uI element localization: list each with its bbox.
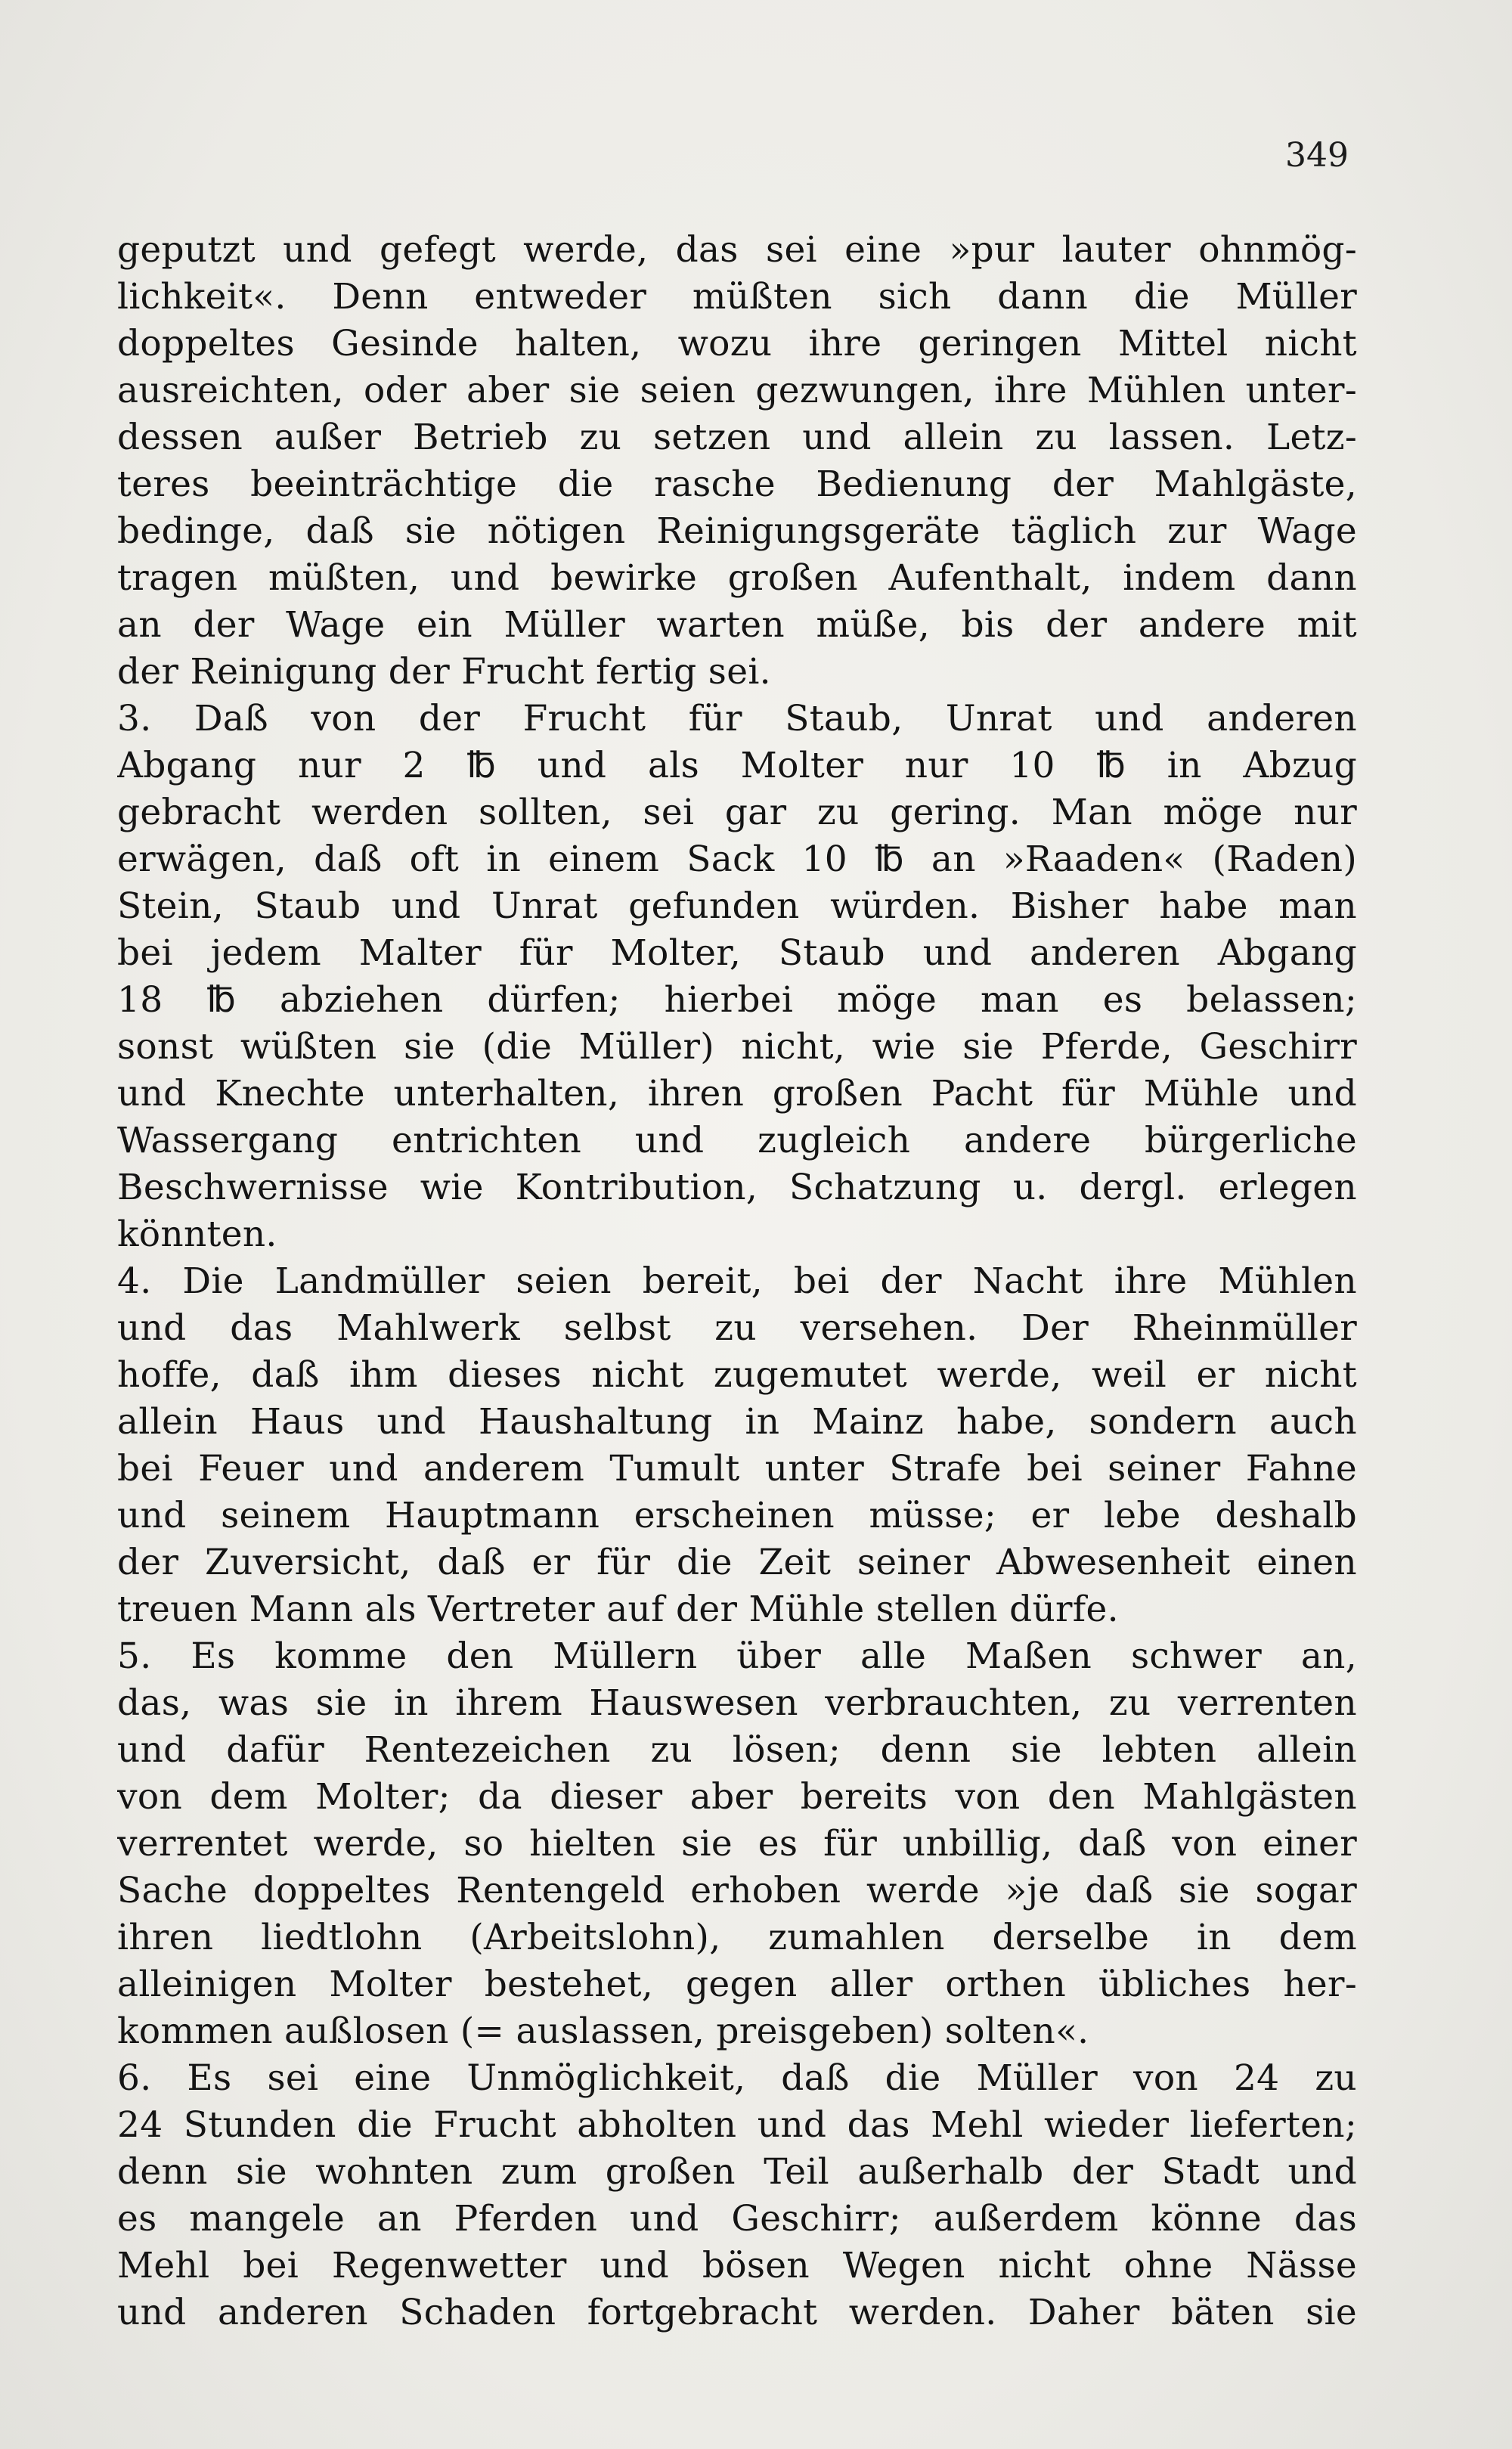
text-line: es mangele an Pferden und Geschirr; außerdem könne das — [117, 2198, 1357, 2240]
text-line: alleinigen Molter bestehet, gegen aller orthen übliches her- — [117, 1964, 1357, 2005]
text-line: Mehl bei Regenwetter und bösen Wegen nicht ohne Nässe — [117, 2245, 1357, 2286]
text-line: der Zuversicht, daß er für die Zeit seiner Abwesenheit einen — [117, 1542, 1357, 1583]
text-line: bei jedem Malter für Molter, Staub und anderen Abgang — [117, 932, 1357, 974]
text-line: und seinem Hauptmann erscheinen müsse; er lebe deshalb — [117, 1495, 1357, 1536]
text-line: geputzt und gefegt werde, das sei eine »pur lauter ohnmög- — [117, 229, 1357, 271]
text-line: an der Wage ein Müller warten müße, bis der andere mit — [117, 604, 1357, 646]
text-line: gebracht werden sollten, sei gar zu gering. Man möge nur — [117, 792, 1357, 833]
text-line: tragen müßten, und bewirke großen Aufenthalt, indem dann — [117, 557, 1357, 599]
text-line: und Knechte unterhalten, ihren großen Pacht für Mühle und — [117, 1073, 1357, 1114]
text-line: und dafür Rentezeichen zu lösen; denn sie lebten allein — [117, 1729, 1357, 1771]
text-line: hoffe, daß ihm dieses nicht zugemutet werde, weil er nicht — [117, 1354, 1357, 1396]
text-line: bedinge, daß sie nötigen Reinigungsgeräte täglich zur Wage — [117, 510, 1357, 552]
text-line: 5. Es komme den Müllern über alle Maßen schwer an, — [117, 1635, 1357, 1677]
text-line: und das Mahlwerk selbst zu versehen. Der Rheinmüller — [117, 1307, 1357, 1349]
text-line: lichkeit«. Denn entweder müßten sich dann die Müller — [117, 276, 1357, 318]
text-line: allein Haus und Haushaltung in Mainz habe, sondern auch — [117, 1401, 1357, 1443]
text-line: und anderen Schaden fortgebracht werden. Daher bäten sie — [117, 2292, 1357, 2333]
text-line: dessen außer Betrieb zu setzen und allein zu lassen. Letz- — [117, 417, 1357, 458]
text-line: 18 ℔ abziehen dürfen; hierbei möge man es belassen; — [117, 979, 1357, 1021]
text-line: Beschwernisse wie Kontribution, Schatzung u. dergl. erlegen — [117, 1167, 1357, 1208]
text-line: könnten. — [117, 1214, 277, 1255]
text-line: Abgang nur 2 ℔ und als Molter nur 10 ℔ in Abzug — [117, 745, 1357, 786]
text-line: Stein, Staub und Unrat gefunden würden. Bisher habe man — [117, 885, 1357, 927]
text-line: verrentet werde, so hielten sie es für unbillig, daß von einer — [117, 1823, 1357, 1865]
text-line: der Reinigung der Frucht fertig sei. — [117, 651, 771, 693]
text-line: treuen Mann als Vertreter auf der Mühle stellen dürfe. — [117, 1589, 1119, 1630]
text-line: 4. Die Landmüller seien bereit, bei der Nacht ihre Mühlen — [117, 1260, 1357, 1302]
text-line: von dem Molter; da dieser aber bereits von den Mahlgästen — [117, 1776, 1357, 1818]
text-line: doppeltes Gesinde halten, wozu ihre geringen Mittel nicht — [117, 323, 1357, 364]
body-text — [117, 227, 1357, 2336]
text-line: das, was sie in ihrem Hauswesen verbrauchten, zu verrenten — [117, 1682, 1357, 1724]
text-line: ihren liedtlohn (Arbeitslohn), zumahlen derselbe in dem — [117, 1917, 1357, 1958]
text-line: kommen außlosen (= auslassen, preisgeben) solten«. — [117, 2010, 1089, 2052]
text-line: teres beeinträchtige die rasche Bedienung der Mahlgäste, — [117, 463, 1357, 505]
text-line: Sache doppeltes Rentengeld erhoben werde »je daß sie sogar — [117, 1870, 1357, 1911]
text-line: denn sie wohnten zum großen Teil außerhalb der Stadt und — [117, 2151, 1357, 2193]
text-line: sonst wüßten sie (die Müller) nicht, wie sie Pferde, Geschirr — [117, 1026, 1357, 1068]
text-line: 24 Stunden die Frucht abholten und das Mehl wieder lieferten; — [117, 2104, 1357, 2146]
text-line: 6. Es sei eine Unmöglichkeit, daß die Müller von 24 zu — [117, 2057, 1357, 2099]
text-line: erwägen, daß oft in einem Sack 10 ℔ an »Raaden« (Raden) — [117, 839, 1357, 880]
page-number: 349 — [1285, 136, 1349, 175]
text-line: Wassergang entrichten und zugleich andere bürgerliche — [117, 1120, 1357, 1161]
text-line: bei Feuer und anderem Tumult unter Strafe bei seiner Fahne — [117, 1448, 1357, 1490]
text-line: ausreichten, oder aber sie seien gezwungen, ihre Mühlen unter- — [117, 370, 1357, 411]
text-line: 3. Daß von der Frucht für Staub, Unrat und anderen — [117, 698, 1357, 739]
